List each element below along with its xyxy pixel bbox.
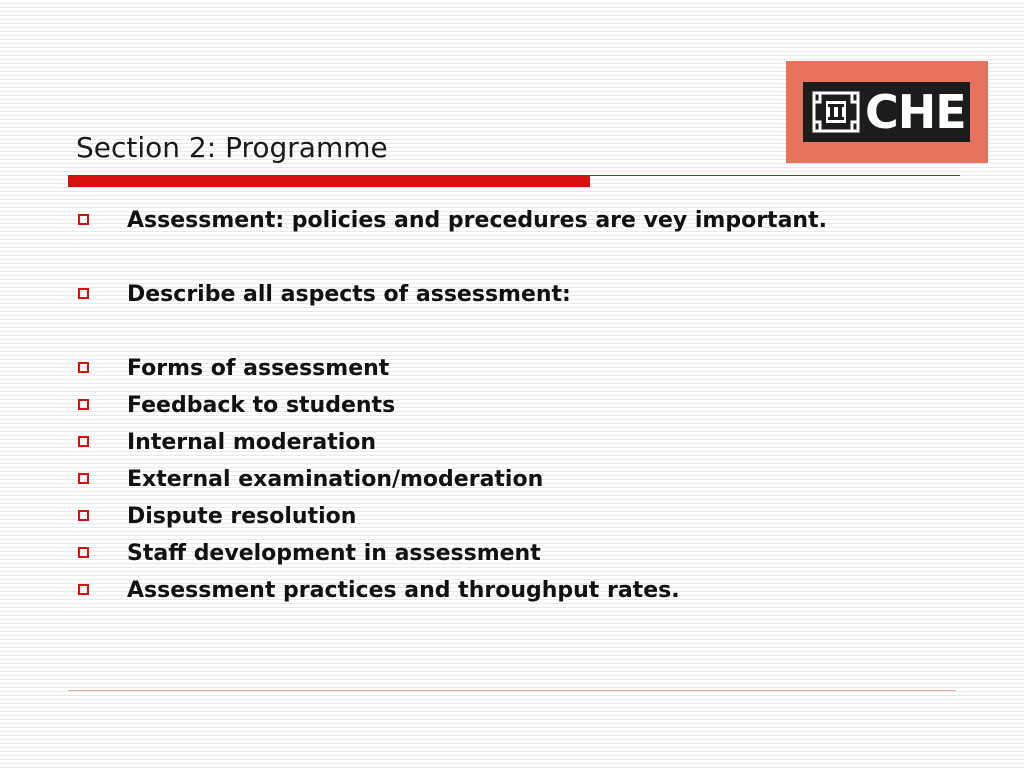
che-emblem-icon — [811, 90, 861, 134]
bullet-text: Staff development in assessment — [127, 541, 541, 566]
square-bullet-icon — [78, 288, 89, 299]
bullet-item — [76, 350, 976, 387]
bullet-item — [76, 276, 976, 350]
bullet-item — [76, 461, 976, 498]
bullet-text: Internal moderation — [127, 430, 377, 455]
slide-title: Section 2: Programme — [76, 131, 388, 164]
square-bullet-icon — [78, 362, 89, 373]
bullet-text: Assessment: policies and precedures are vey important. — [127, 208, 827, 233]
square-bullet-icon — [78, 473, 89, 484]
bullet-text: Assessment practices and throughput rates. — [127, 578, 680, 603]
bullet-item — [76, 424, 976, 461]
footer-divider — [68, 690, 956, 691]
bullet-text: Describe all aspects of assessment: — [127, 282, 571, 307]
bullet-item — [76, 535, 976, 572]
title-underline-line — [590, 175, 960, 176]
bullet-item — [76, 572, 976, 609]
square-bullet-icon — [78, 510, 89, 521]
logo-panel — [803, 82, 970, 142]
logo-text: CHE — [865, 85, 966, 139]
bullet-item — [76, 498, 976, 535]
square-bullet-icon — [78, 214, 89, 225]
square-bullet-icon — [78, 436, 89, 447]
bullet-text: Feedback to students — [127, 393, 396, 418]
che-logo — [786, 61, 988, 163]
bullet-list — [76, 202, 976, 609]
bullet-text: External examination/moderation — [127, 467, 544, 492]
bullet-item — [76, 202, 976, 276]
square-bullet-icon — [78, 399, 89, 410]
square-bullet-icon — [78, 584, 89, 595]
bullet-text: Dispute resolution — [127, 504, 357, 529]
bullet-item — [76, 387, 976, 424]
title-underline-bar — [68, 175, 590, 187]
square-bullet-icon — [78, 547, 89, 558]
bullet-text: Forms of assessment — [127, 356, 390, 381]
